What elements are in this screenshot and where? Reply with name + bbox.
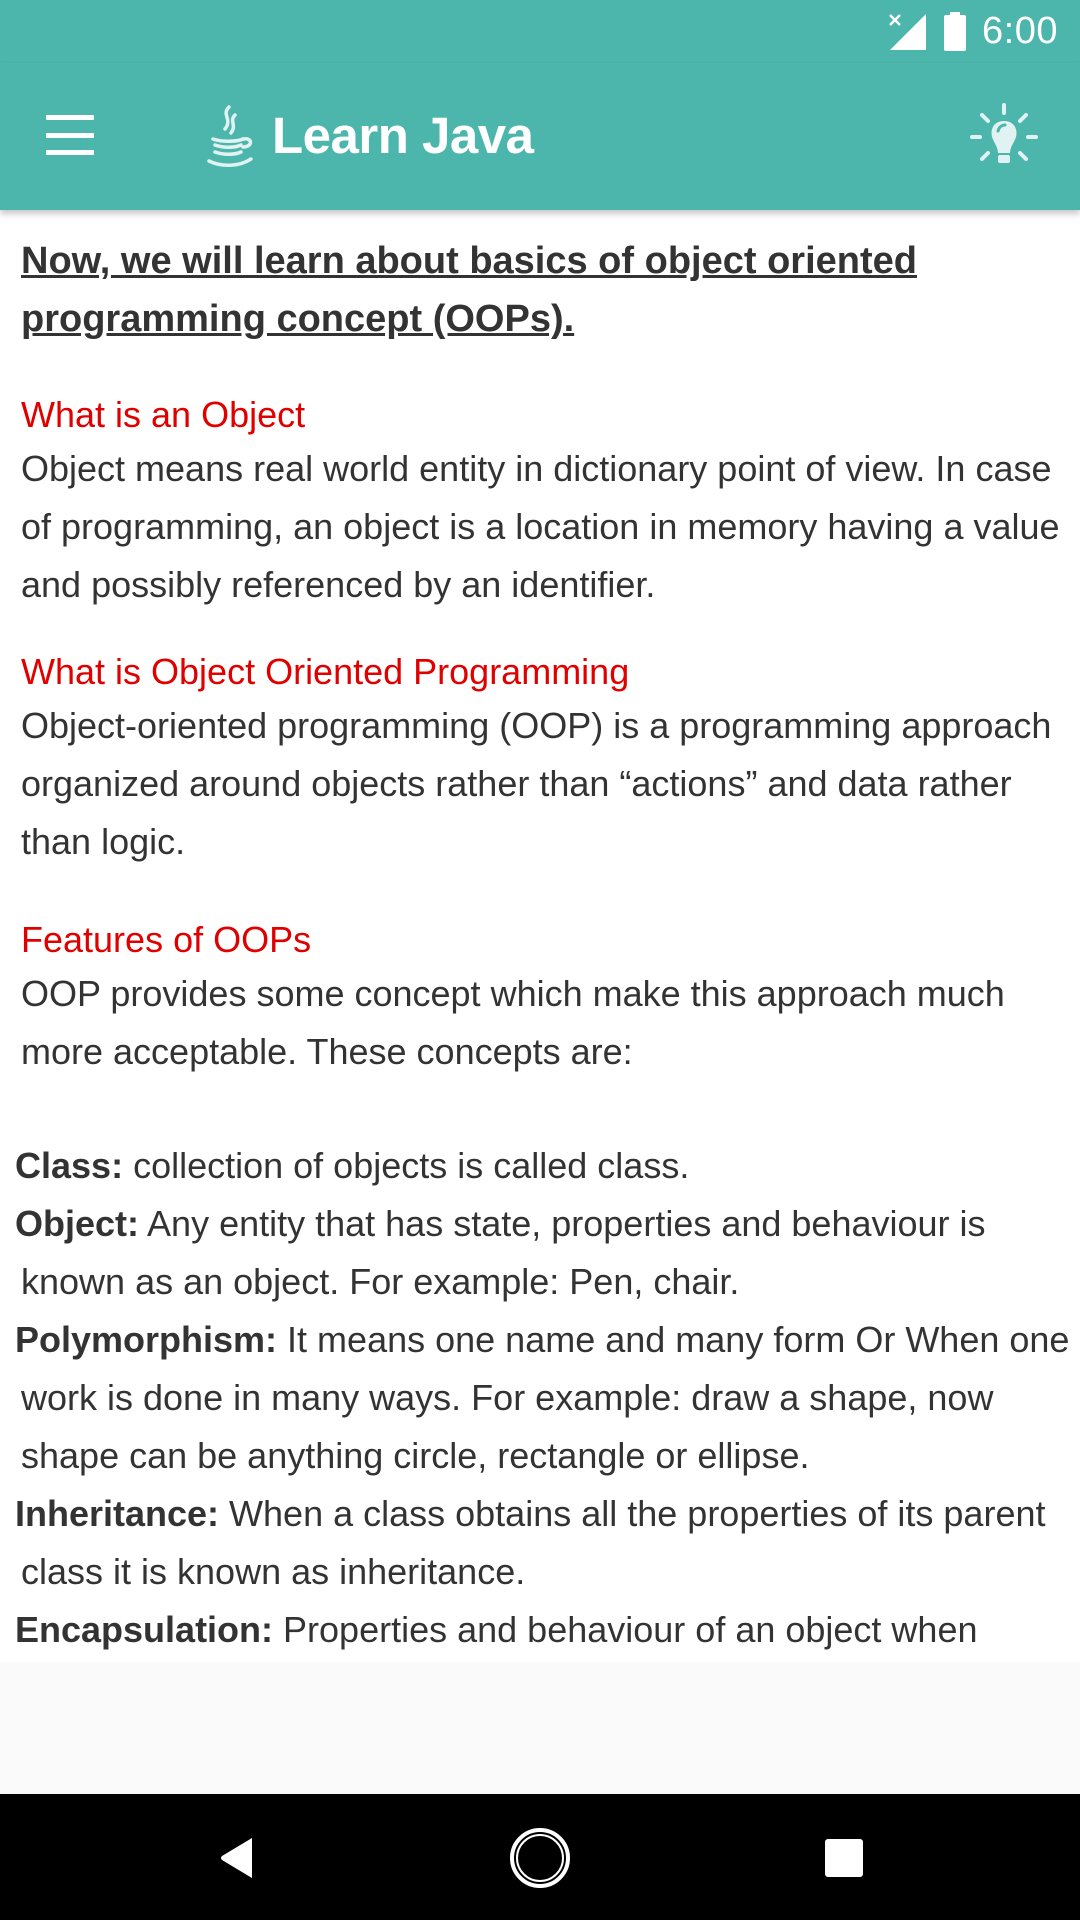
- term-label: Encapsulation:: [15, 1609, 274, 1650]
- signal-no-data-icon: [886, 12, 928, 52]
- term-encapsulation: [15, 1601, 1075, 1659]
- lesson-content[interactable]: [0, 210, 1080, 1662]
- term-label: Polymorphism:: [15, 1319, 278, 1360]
- term-label: Class:: [15, 1145, 124, 1186]
- java-cup-icon: [203, 103, 257, 171]
- bottom-blank-area: [0, 1662, 1080, 1794]
- section-heading: What is an Object: [21, 394, 306, 435]
- oop-concepts-list: [15, 1137, 1075, 1659]
- section-what-is-object: [21, 392, 1071, 614]
- status-time: 6:00: [982, 10, 1058, 52]
- section-body: Object means real world entity in dictionary point of view. In case of programming, an object is a location in memory having a value and possibly referenced by an identifier.: [21, 448, 1060, 605]
- term-definition: When a class obtains all the properties of its parent class it is known as inheritance.: [21, 1493, 1046, 1592]
- home-icon[interactable]: [504, 1822, 576, 1894]
- term-polymorphism: [15, 1311, 1075, 1485]
- system-nav-bar: [0, 1794, 1080, 1920]
- section-heading: What is Object Oriented Programming: [21, 651, 630, 692]
- term-definition: Any entity that has state, properties and behaviour is known as an object. For example: Pen, chair.: [21, 1203, 986, 1302]
- section-body: Object-oriented programming (OOP) is a programming approach organized around objects rather than “actions” and data rather than logic.: [21, 705, 1052, 862]
- intro-heading: Now, we will learn about basics of object oriented programming concept (OOPs).: [21, 240, 917, 340]
- section-body: OOP provides some concept which make this approach much more acceptable. These concepts are:: [21, 973, 1005, 1072]
- back-icon[interactable]: [200, 1822, 272, 1894]
- term-definition: Properties and behaviour of an object when: [273, 1609, 978, 1650]
- section-heading: Features of OOPs: [21, 919, 312, 960]
- term-definition: collection of objects is called class.: [123, 1145, 690, 1186]
- lightbulb-icon[interactable]: [968, 101, 1040, 173]
- term-class: [15, 1137, 1075, 1195]
- battery-full-icon: [942, 12, 968, 52]
- section-features-of-oops: [21, 917, 1071, 1081]
- recents-icon[interactable]: [808, 1822, 880, 1894]
- term-definition: It means one name and many form Or When one work is done in many ways. For example: draw a shape, now shape can be anything circle, rectangle or ellipse.: [21, 1319, 1070, 1476]
- status-bar: [0, 0, 1080, 63]
- app-bar: [0, 63, 1080, 210]
- term-label: Inheritance:: [15, 1493, 220, 1534]
- section-what-is-oop: [21, 649, 1071, 871]
- term-inheritance: [15, 1485, 1075, 1601]
- hamburger-menu-icon[interactable]: [40, 109, 100, 161]
- term-object: [15, 1195, 1075, 1311]
- app-title: Learn Java: [272, 107, 534, 164]
- term-label: Object:: [15, 1203, 140, 1244]
